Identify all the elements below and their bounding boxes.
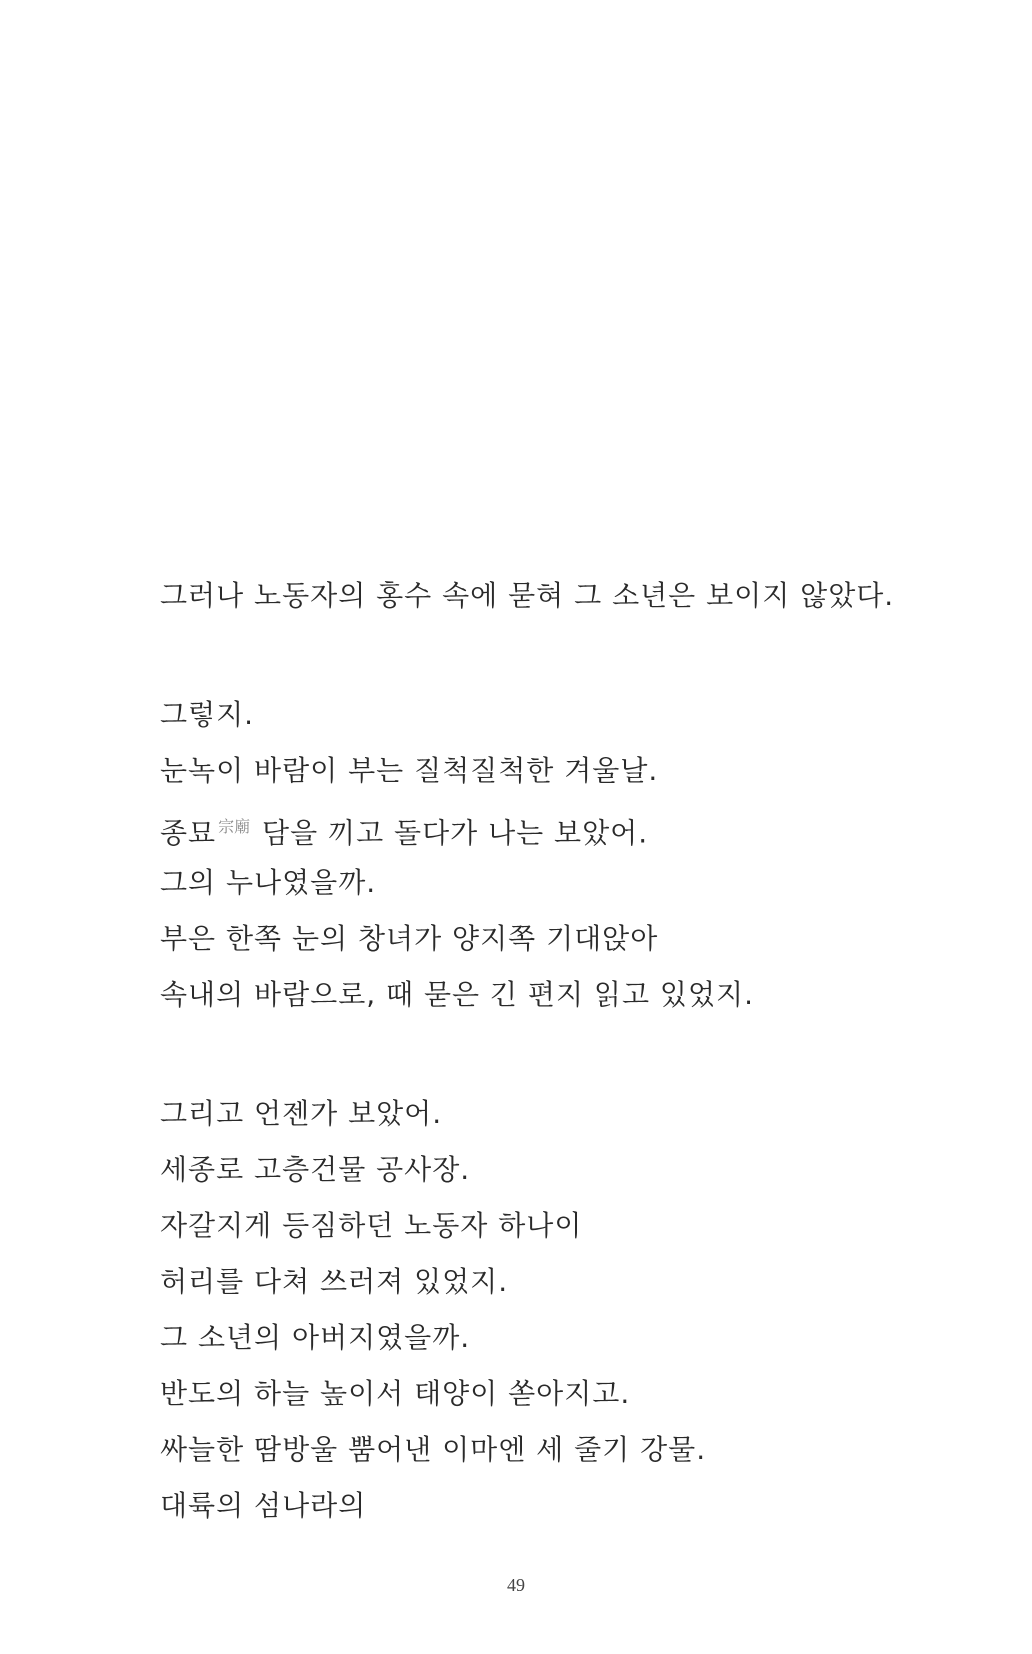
- poem-line: 허리를 다쳐 쓰러져 있었지.: [160, 1265, 509, 1298]
- poem-text: [160, 568, 920, 1534]
- poem-line: 그렇지.: [160, 698, 255, 731]
- poem-line: 그의 누나였을까.: [160, 866, 377, 899]
- poem-line: 대륙의 섬나라의: [160, 1489, 367, 1522]
- poem-line: [160, 799, 920, 855]
- poem-line: 그 소년의 아버지였을까.: [160, 1321, 471, 1354]
- poem-line: 그리고 언젠가 보았어.: [160, 1097, 443, 1130]
- poem-line: 반도의 하늘 높이서 태양이 쏟아지고.: [160, 1377, 631, 1410]
- poem-line: 싸늘한 땀방울 뿜어낸 이마엔 세 줄기 강물.: [160, 1433, 707, 1466]
- page-number: 49: [507, 1575, 525, 1595]
- stanza-break: [160, 1023, 920, 1086]
- poem-line: 눈녹이 바람이 부는 질척질척한 겨울날.: [160, 754, 659, 787]
- poem-line: 그러나 노동자의 홍수 속에 묻혀 그 소년은 보이지 않았다.: [160, 579, 895, 612]
- stanza-break: [160, 624, 920, 687]
- poem-line: 속내의 바람으로, 때 묻은 긴 편지 읽고 있었지.: [160, 978, 754, 1011]
- line-text: 종묘: [160, 816, 217, 850]
- poem-line: 자갈지게 등짐하던 노동자 하나이: [160, 1209, 583, 1242]
- line-text: 담을 끼고 돌다가 나는 보았어.: [252, 816, 649, 850]
- poem-line: 세종로 고층건물 공사장.: [160, 1153, 471, 1186]
- poem-line: 부은 한쪽 눈의 창녀가 양지쪽 기대앉아: [160, 922, 659, 955]
- hanja-annotation: 宗廟: [218, 817, 251, 836]
